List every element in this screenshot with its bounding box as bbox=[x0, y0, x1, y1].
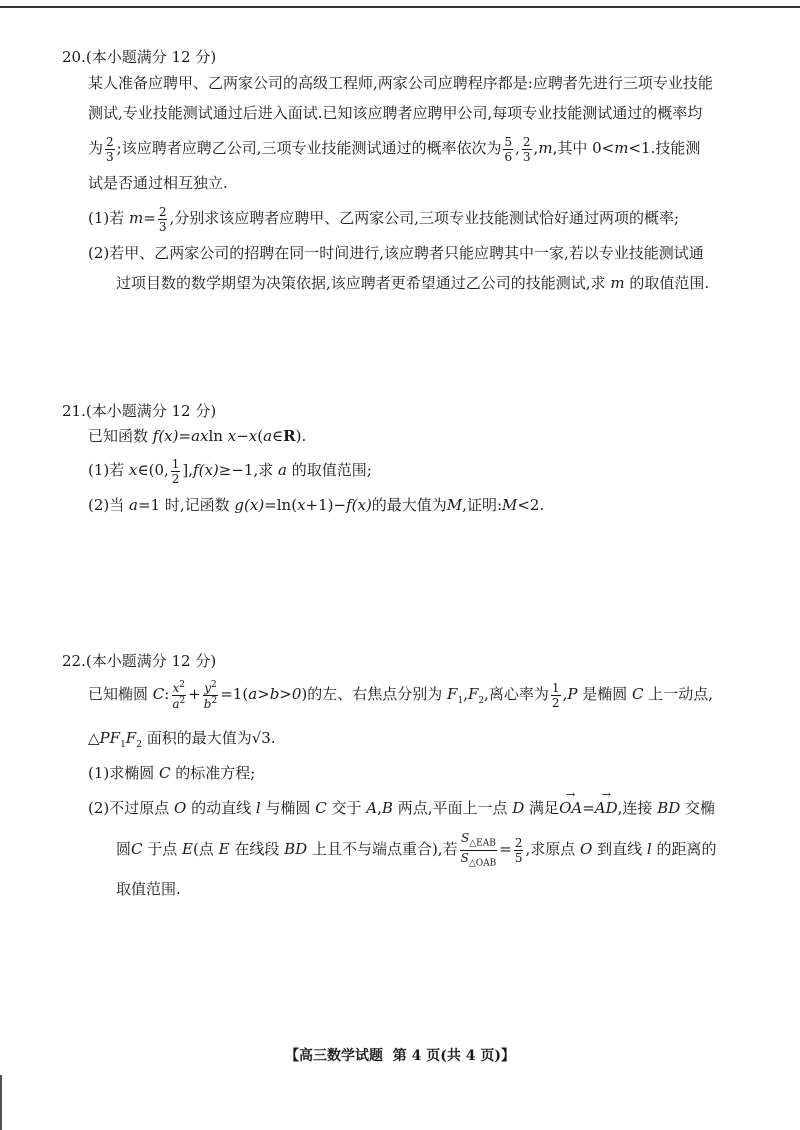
problem-22-text-line-2: $\triangle PF_1F_2$ 面积的最大值为√3. bbox=[88, 729, 276, 750]
problem-20-header: 20.(本小题满分 12 分) bbox=[62, 48, 217, 66]
fraction: $\frac{2}{5}$ bbox=[514, 835, 523, 865]
problem-21-header: 21.(本小题满分 12 分) bbox=[62, 402, 217, 420]
problem-20-text-line-1: 某人准备应聘甲、乙两家公司的高级工程师,两家公司应聘程序都是:应聘者先进行三项专业技能 bbox=[88, 74, 713, 92]
problem-22-part-2-line-3: 取值范围. bbox=[116, 880, 181, 898]
problem-20-text-line-3: 为 $\frac{2}{3}$ ;该应聘者应聘乙公司,三项专业技能测试通过的概率依次为 $\frac{5}{6}$ , $\frac{2}{3}$ ,m,其中 0<m<1.技能测 bbox=[88, 134, 701, 164]
fraction: $\frac{1}{2}$ bbox=[551, 680, 560, 710]
problem-22-text-line-1: 已知椭圆 C: $\frac{x^2}{a^2}$ + $\frac{y^2}{b^2}$ =1(a>b>0)的左、右焦点分别为 $F_1,F_2$,离心率为 $\frac{1}{2}$ ,P 是椭圆 C 上一动点, bbox=[88, 679, 714, 711]
page-footer: 【高三数学试题 第 4 页(共 4 页)】 bbox=[285, 1048, 515, 1064]
problem-22-part-2-line-1: (2)不过原点 O 的动直线 l 与椭圆 C 交于 A,B 两点,平面上一点 D 满足→ OA=→ AD,连接 BD 交椭 bbox=[62, 786, 762, 826]
problem-21-part-2: (2)当 a=1 时,记函数 g(x)=ln(x+1)−f(x)的最大值为M,证明:M<2. bbox=[88, 496, 545, 514]
top-rule bbox=[0, 6, 800, 8]
problem-22-part-2-line-2: 圆C 于点 E(点 E 在线段 BD 上且不与端点重合),若 $\frac{S_{\triangle EAB}}{S_{\triangle OAB}}$ = $\frac{2}{5}$ ,求原点 O 到直线 l 的距离的 bbox=[116, 831, 717, 868]
vector-ad: → AD bbox=[595, 786, 618, 826]
fraction: $\frac{2}{3}$ bbox=[106, 134, 114, 164]
fraction: $\frac{5}{6}$ bbox=[504, 134, 513, 164]
scan-edge-mark bbox=[0, 1075, 2, 1130]
problem-21-text-line-1: 已知函数 f(x)=axln x−x(a∈R). bbox=[88, 427, 307, 445]
fraction: $\frac{y^2}{b^2}$ bbox=[203, 679, 218, 711]
problem-20-text-line-2: 测试,专业技能测试通过后进入面试.已知该应聘者应聘甲公司,每项专业技能测试通过的概率均 bbox=[88, 104, 703, 122]
problem-20 bbox=[62, 46, 762, 298]
problem-20-text-line-4: 试是否通过相互独立. bbox=[88, 174, 228, 192]
problem-22-part-1: (1)求椭圆 C 的标准方程; bbox=[88, 764, 256, 782]
problem-21 bbox=[62, 400, 762, 520]
problem-20-part-2-line-2: 过项目数的数学期望为决策依据,该应聘者更希望通过乙公司的技能测试,求 m 的取值范围. bbox=[116, 274, 710, 292]
problem-22 bbox=[62, 650, 762, 906]
fraction: $\frac{S_{\triangle EAB}}{S_{\triangle OAB}}$ bbox=[460, 831, 497, 868]
problem-20-part-2-line-1: (2)若甲、乙两家公司的招聘在同一时间进行,该应聘者只能应聘其中一家,若以专业技能测试通 bbox=[88, 244, 704, 262]
problem-20-part-1: (1)若 m= $\frac{2}{3}$ ,分别求该应聘者应聘甲、乙两家公司,三项专业技能测试恰好通过两项的概率; bbox=[88, 204, 680, 234]
fraction: $\frac{2}{3}$ bbox=[522, 134, 531, 164]
vector-oa: → OA bbox=[559, 786, 582, 826]
problem-21-part-1: (1)若 x∈(0, $\frac{1}{2}$ ],f(x)≥−1,求 a 的取值范围; bbox=[88, 456, 372, 486]
fraction: $\frac{1}{2}$ bbox=[171, 456, 180, 486]
fraction: $\frac{x^2}{a^2}$ bbox=[172, 679, 186, 711]
footer-subject: 高三数学试题 bbox=[299, 1048, 383, 1064]
problem-22-header: 22.(本小题满分 12 分) bbox=[62, 652, 217, 670]
fraction: $\frac{2}{3}$ bbox=[158, 204, 167, 234]
footer-page-number: 第 4 页(共 4 页) bbox=[392, 1048, 501, 1064]
